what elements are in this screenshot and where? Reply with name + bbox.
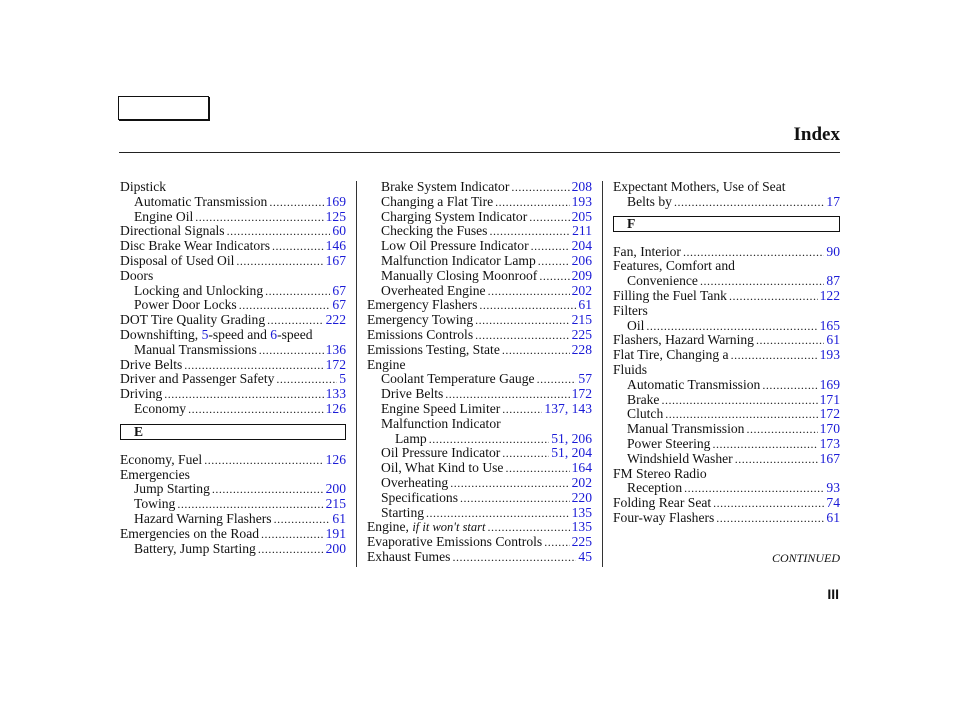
page-reference-link[interactable]: 136	[325, 341, 346, 357]
page-reference-link[interactable]: 164	[571, 460, 592, 476]
entry-label: Battery, Jump Starting	[134, 540, 256, 556]
index-entry	[120, 210, 346, 225]
entry-label: Manually Closing Moonroof	[381, 267, 538, 283]
entry-label: Overheating	[381, 474, 449, 490]
index-entry	[367, 298, 592, 313]
page-reference-link[interactable]: 169	[325, 193, 346, 209]
entry-label: Exhaust Fumes	[367, 548, 451, 564]
page-reference-link[interactable]: 61	[578, 297, 592, 313]
index-entry	[367, 328, 592, 343]
entry-label: Convenience	[627, 273, 698, 289]
index-entry	[120, 402, 346, 417]
page-reference-link[interactable]: 51, 206	[551, 430, 592, 446]
index-entry	[613, 452, 840, 467]
page-reference-link[interactable]: 171	[819, 391, 840, 407]
entry-label: Windshield Washer	[627, 450, 733, 466]
entry-label: Malfunction Indicator Lamp	[381, 252, 536, 268]
page-reference-link[interactable]: 200	[325, 481, 346, 497]
entry-label: Power Steering	[627, 435, 711, 451]
page-reference-link[interactable]: 61	[332, 510, 346, 526]
entry-label: Economy, Fuel	[120, 451, 203, 467]
index-entry	[613, 195, 840, 210]
dot-leader	[700, 274, 824, 289]
entry-label: Emissions Controls	[367, 326, 474, 342]
dot-leader	[212, 482, 324, 497]
column-divider	[356, 181, 357, 567]
dot-leader	[762, 378, 817, 393]
index-entry	[613, 333, 840, 348]
entry-label: Towing	[134, 496, 176, 512]
entry-label: Belts by	[627, 193, 672, 209]
entry-label: Flat Tire, Changing a	[613, 347, 729, 363]
page-reference-link[interactable]: 74	[826, 495, 840, 511]
page-reference-link[interactable]: 165	[819, 317, 840, 333]
index-entry	[367, 491, 592, 506]
dot-leader	[445, 387, 569, 402]
tab-box	[118, 96, 209, 120]
dot-leader	[661, 393, 817, 408]
index-entry	[120, 328, 346, 343]
dot-leader	[450, 476, 569, 491]
page-reference-link[interactable]: 167	[819, 450, 840, 466]
dot-leader	[429, 432, 550, 447]
entry-label: Drive Belts	[381, 386, 444, 402]
index-entry	[120, 254, 346, 269]
dot-leader	[539, 269, 569, 284]
dot-leader	[684, 481, 824, 496]
entry-label: Disc Brake Wear Indicators	[120, 238, 271, 254]
dot-leader	[495, 195, 569, 210]
index-entry	[367, 387, 592, 402]
page-reference-link[interactable]: 215	[571, 312, 592, 328]
index-entry	[367, 343, 592, 358]
dot-leader	[274, 512, 331, 527]
dot-leader	[489, 224, 570, 239]
index-entry	[120, 527, 346, 542]
dot-leader	[674, 195, 824, 210]
page-reference-link[interactable]: 87	[826, 273, 840, 289]
page-reference-link[interactable]: 169	[819, 376, 840, 392]
dot-leader	[204, 453, 323, 468]
page-reference-link[interactable]: 135	[571, 504, 592, 520]
entry-label: Directional Signals	[120, 223, 225, 239]
dot-leader	[177, 497, 323, 512]
index-entry	[120, 387, 346, 402]
entry-label: Folding Rear Seat	[613, 495, 712, 511]
index-entry	[120, 269, 346, 284]
index-column-2	[367, 180, 592, 565]
page-reference-link[interactable]: 125	[325, 208, 346, 224]
entry-label: Specifications	[381, 489, 459, 505]
page-reference-link[interactable]: 191	[325, 525, 346, 541]
dot-leader	[502, 343, 570, 358]
page-reference-link[interactable]: 137, 143	[544, 400, 592, 416]
page-reference-link[interactable]: 220	[571, 489, 592, 505]
dot-leader	[452, 550, 576, 565]
dot-leader	[460, 491, 570, 506]
index-entry	[367, 550, 592, 565]
entry-label: Low Oil Pressure Indicator	[381, 238, 529, 254]
entry-label: Power Door Locks	[134, 297, 237, 313]
page-reference-link[interactable]: 167	[325, 252, 346, 268]
dot-leader	[184, 358, 323, 373]
entry-label: Starting	[381, 504, 425, 520]
entry-label: Reception	[627, 480, 683, 496]
index-entry	[613, 180, 840, 195]
entry-label: Driver and Passenger Safety	[120, 371, 275, 387]
dot-leader	[488, 284, 570, 299]
entry-label: Driving	[120, 386, 163, 402]
index-entry	[613, 274, 840, 289]
entry-label: Oil, What Kind to Use	[381, 460, 504, 476]
dot-leader	[716, 511, 824, 526]
dot-leader	[731, 348, 818, 363]
entry-label: Emissions Testing, State	[367, 341, 500, 357]
page-reference-link[interactable]: 225	[571, 534, 592, 550]
page-reference-link[interactable]: 5	[339, 371, 346, 387]
index-entry	[367, 269, 592, 284]
index-entry	[367, 358, 592, 373]
index-entry	[120, 343, 346, 358]
entry-label: Jump Starting	[134, 481, 210, 497]
dot-leader	[267, 313, 323, 328]
page-reference-link[interactable]: 61	[826, 509, 840, 525]
index-entry	[367, 417, 592, 432]
index-entry	[613, 511, 840, 526]
entry-label: DOT Tire Quality Grading	[120, 312, 266, 328]
index-entry	[367, 195, 592, 210]
index-entry	[367, 254, 592, 269]
index-entry	[367, 520, 592, 535]
page-reference-link[interactable]: 90	[826, 243, 840, 259]
index-entry	[120, 372, 346, 387]
dot-leader	[475, 328, 569, 343]
entry-label: Coolant Temperature Gauge	[381, 371, 535, 387]
index-entry	[120, 497, 346, 512]
page-reference-link[interactable]: 17	[826, 193, 840, 209]
page-reference-link[interactable]: 228	[571, 341, 592, 357]
page-reference-link[interactable]: 173	[819, 435, 840, 451]
entry-label: Emergency Towing	[367, 312, 474, 328]
dot-leader	[735, 452, 818, 467]
dot-leader	[511, 180, 569, 195]
entry-label: Four-way Flashers	[613, 509, 715, 525]
page-reference-link[interactable]: 202	[571, 474, 592, 490]
index-entry	[613, 363, 840, 378]
index-entry	[367, 535, 592, 550]
index-entry	[120, 468, 346, 483]
page-reference-link[interactable]: 146	[325, 238, 346, 254]
dot-leader	[502, 446, 549, 461]
entry-label: Downshifting, 5-speed and 6-speed	[120, 326, 313, 342]
index-entry	[613, 496, 840, 511]
index-entry	[613, 422, 840, 437]
index-entry	[613, 289, 840, 304]
index-entry	[367, 476, 592, 491]
index-entry	[120, 453, 346, 468]
index-entry	[120, 542, 346, 557]
index-entry	[120, 239, 346, 254]
entry-label: Manual Transmission	[627, 421, 745, 437]
continued-note: CONTINUED	[771, 551, 840, 565]
page-reference-link[interactable]: 67	[332, 297, 346, 313]
dot-leader	[531, 239, 570, 254]
dot-leader	[265, 284, 330, 299]
index-entry	[120, 284, 346, 299]
entry-label: Manual Transmissions	[134, 341, 257, 357]
entry-label: Engine	[367, 356, 406, 372]
entry-label: Brake	[627, 391, 660, 407]
entry-label: Oil Pressure Indicator	[381, 445, 501, 461]
dot-leader	[479, 298, 576, 313]
index-entry	[613, 245, 840, 260]
entry-label: Locking and Unlocking	[134, 282, 264, 298]
dot-leader	[646, 319, 817, 334]
entry-label: Flashers, Hazard Warning	[613, 332, 754, 348]
entry-label: Charging System Indicator	[381, 208, 528, 224]
entry-label: Oil	[627, 317, 645, 333]
entry-label: Economy	[134, 400, 187, 416]
page-reference-link[interactable]: 204	[571, 238, 592, 254]
page-reference-link[interactable]: 126	[325, 451, 346, 467]
index-entry	[120, 180, 346, 195]
entry-label: Checking the Fuses	[381, 223, 488, 239]
section-letter-box: F	[613, 216, 840, 232]
entry-label: Clutch	[627, 406, 664, 422]
dot-leader	[227, 224, 331, 239]
index-entry	[367, 224, 592, 239]
entry-label: Engine Speed Limiter	[381, 400, 501, 416]
page-reference-link[interactable]: 57	[578, 371, 592, 387]
index-entry	[367, 239, 592, 254]
dot-leader	[426, 506, 570, 521]
index-entry	[120, 313, 346, 328]
page-number: III	[827, 586, 839, 602]
page-reference-link[interactable]: 172	[571, 386, 592, 402]
entry-label: Evaporative Emissions Controls	[367, 534, 543, 550]
page-reference-link[interactable]: 215	[325, 496, 346, 512]
dot-leader	[713, 496, 824, 511]
index-entry	[613, 393, 840, 408]
dot-leader	[537, 372, 577, 387]
dot-leader	[261, 527, 324, 542]
index-entry	[367, 313, 592, 328]
entry-label: Brake System Indicator	[381, 179, 510, 194]
dot-leader	[488, 520, 570, 535]
page-reference-link[interactable]: 211	[572, 223, 592, 239]
dot-leader	[529, 210, 569, 225]
dot-leader	[505, 461, 569, 476]
dot-leader	[502, 402, 542, 417]
entry-label: Hazard Warning Flashers	[134, 510, 272, 526]
dot-leader	[475, 313, 569, 328]
page-reference-link[interactable]: 51, 204	[551, 445, 592, 461]
index-entry	[613, 467, 840, 482]
page-reference-link[interactable]: 209	[571, 267, 592, 283]
index-entry	[367, 461, 592, 476]
entry-label: Fan, Interior	[613, 243, 681, 259]
page-reference-link[interactable]: 208	[571, 179, 592, 194]
column-divider	[602, 181, 603, 567]
entry-label: Engine, if it won't start	[367, 519, 486, 535]
index-column-3	[613, 180, 840, 526]
index-entry	[367, 506, 592, 521]
page-reference-link[interactable]: 122	[819, 287, 840, 303]
entry-label: Filters	[613, 302, 648, 318]
index-entry	[367, 180, 592, 195]
page-reference-link[interactable]: 93	[826, 480, 840, 496]
dot-leader	[188, 402, 324, 417]
dot-leader	[538, 254, 570, 269]
entry-label: Overheated Engine	[381, 282, 486, 298]
page-reference-link[interactable]: 172	[325, 356, 346, 372]
entry-label: Drive Belts	[120, 356, 183, 372]
page-reference-link[interactable]: 193	[571, 193, 592, 209]
index-entry	[613, 319, 840, 334]
page-title: Index	[793, 124, 840, 145]
page-reference-link[interactable]: 45	[578, 548, 592, 564]
index-entry	[120, 482, 346, 497]
index-entry	[120, 224, 346, 239]
index-entry	[613, 304, 840, 319]
entry-label: Automatic Transmission	[627, 376, 761, 392]
page-reference-link[interactable]: 61	[826, 332, 840, 348]
page-reference-link[interactable]: 60	[332, 223, 346, 239]
page-reference-link[interactable]: 206	[571, 252, 592, 268]
index-entry	[120, 298, 346, 313]
page-reference-link[interactable]: 205	[571, 208, 592, 224]
index-column-1	[120, 180, 346, 556]
dot-leader	[712, 437, 817, 452]
dot-leader	[276, 372, 337, 387]
dot-leader	[756, 333, 824, 348]
page-reference-link[interactable]: 225	[571, 326, 592, 342]
index-entry	[367, 372, 592, 387]
dot-leader	[665, 407, 817, 422]
index-entry	[613, 407, 840, 422]
page-reference-link[interactable]: 172	[819, 406, 840, 422]
page-reference-link[interactable]: 200	[325, 540, 346, 556]
entry-label: Lamp	[395, 430, 427, 446]
entry-label: Features, Comfort and	[613, 258, 735, 274]
dot-leader	[746, 422, 817, 437]
dot-leader	[272, 239, 324, 254]
dot-leader	[729, 289, 818, 304]
entry-label: Dipstick	[120, 179, 167, 194]
page-reference-link[interactable]: 222	[325, 312, 346, 328]
page-reference-link[interactable]: 193	[819, 347, 840, 363]
dot-leader	[164, 387, 323, 402]
index-entry	[367, 432, 592, 447]
dot-leader	[259, 343, 324, 358]
index-entry	[613, 481, 840, 496]
entry-label: Expectant Mothers, Use of Seat	[613, 179, 786, 194]
page-reference-link[interactable]: 202	[571, 282, 592, 298]
entry-label: Malfunction Indicator	[381, 415, 501, 431]
entry-label: Emergency Flashers	[367, 297, 478, 313]
index-entry	[120, 512, 346, 527]
section-letter-box: E	[120, 424, 346, 440]
index-entry	[613, 259, 840, 274]
index-entry	[367, 210, 592, 225]
entry-label: Doors	[120, 267, 154, 283]
index-entry	[120, 358, 346, 373]
index-entry	[613, 378, 840, 393]
dot-leader	[258, 542, 324, 557]
entry-label: Changing a Flat Tire	[381, 193, 494, 209]
dot-leader	[683, 245, 824, 260]
entry-label: FM Stereo Radio	[613, 465, 707, 481]
entry-label: Emergencies on the Road	[120, 525, 260, 541]
index-entry	[613, 348, 840, 363]
entry-label: Disposal of Used Oil	[120, 252, 235, 268]
entry-label: Automatic Transmission	[134, 193, 268, 209]
dot-leader	[544, 535, 569, 550]
entry-label: Engine Oil	[134, 208, 194, 224]
page-reference-link[interactable]: 170	[819, 421, 840, 437]
dot-leader	[236, 254, 323, 269]
dot-leader	[195, 210, 323, 225]
title-rule	[119, 152, 840, 153]
dot-leader	[269, 195, 323, 210]
page-reference-link[interactable]: 126	[325, 400, 346, 416]
index-entry	[120, 195, 346, 210]
dot-leader	[239, 298, 331, 313]
index-entry	[613, 437, 840, 452]
page-reference-link[interactable]: 135	[571, 519, 592, 535]
index-entry	[367, 402, 592, 417]
entry-label: Fluids	[613, 361, 647, 377]
page-reference-link[interactable]: 67	[332, 282, 346, 298]
entry-label: Emergencies	[120, 466, 190, 482]
entry-label: Filling the Fuel Tank	[613, 287, 727, 303]
page-reference-link[interactable]: 133	[325, 386, 346, 402]
index-entry	[367, 446, 592, 461]
index-entry	[367, 284, 592, 299]
